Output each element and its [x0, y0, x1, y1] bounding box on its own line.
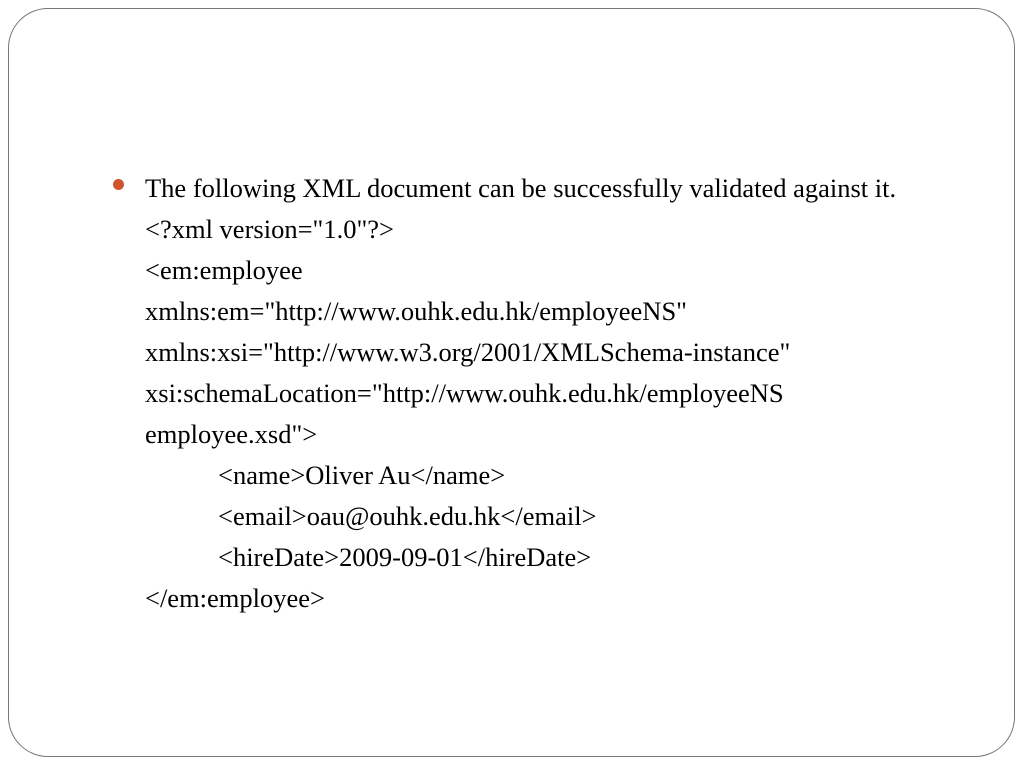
name-element-line: <name>Oliver Au</name> [218, 460, 506, 490]
xmlns-em-line: xmlns:em="http://www.ouhk.edu.hk/employeeNS" [145, 296, 687, 326]
schema-location-line: xsi:schemaLocation="http://www.ouhk.edu.hk/employeeNS [145, 378, 784, 408]
email-element-line: <email>oau@ouhk.edu.hk</email> [218, 501, 597, 531]
bullet-dot [113, 179, 124, 190]
root-close-line: </em:employee> [145, 583, 326, 613]
schema-file-line: employee.xsd"> [145, 419, 318, 449]
slide-body [145, 168, 985, 619]
xmlns-xsi-line: xmlns:xsi="http://www.w3.org/2001/XMLSchema-instance" [145, 337, 791, 367]
xml-declaration-line: <?xml version="1.0"?> [145, 214, 394, 244]
intro-text: The following XML document can be successfully validated against it. [145, 173, 897, 203]
hiredate-element-line: <hireDate>2009-09-01</hireDate> [218, 542, 592, 572]
root-open-line: <em:employee [145, 255, 303, 285]
